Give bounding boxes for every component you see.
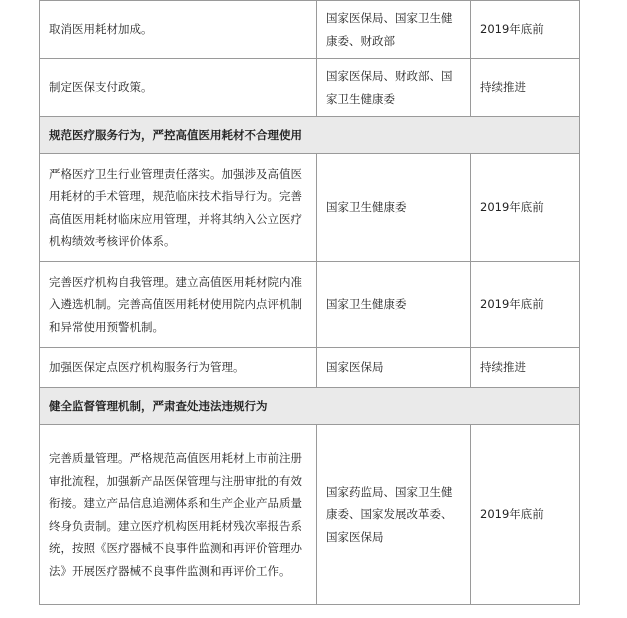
task-cell: 严格医疗卫生行业管理责任落实。加强涉及高值医用耗材的手术管理，规范临床技术指导行为。完善高值医用耗材临床应用管理，并将其纳入公立医疗机构绩效考核评价体系。 — [40, 154, 317, 262]
dept-cell: 国家药监局、国家卫生健康委、国家发展改革委、国家医保局 — [317, 425, 471, 605]
time-cell: 2019年底前 — [471, 154, 580, 262]
dept-cell: 国家医保局、财政部、国家卫生健康委 — [317, 59, 471, 117]
section-heading: 规范医疗服务行为，严控高值医用耗材不合理使用 — [40, 117, 580, 154]
table-row — [40, 262, 580, 348]
dept-cell: 国家卫生健康委 — [317, 262, 471, 348]
section-heading-row — [40, 388, 580, 425]
table-row — [40, 59, 580, 117]
dept-cell: 国家医保局、国家卫生健康委、财政部 — [317, 1, 471, 59]
section-heading-row — [40, 117, 580, 154]
policy-table — [39, 0, 580, 605]
time-cell: 2019年底前 — [471, 425, 580, 605]
time-cell: 持续推进 — [471, 348, 580, 388]
task-cell: 完善医疗机构自我管理。建立高值医用耗材院内准入遴选机制。完善高值医用耗材使用院内点评机制和异常使用预警机制。 — [40, 262, 317, 348]
table-row — [40, 348, 580, 388]
task-cell: 制定医保支付政策。 — [40, 59, 317, 117]
table-row — [40, 1, 580, 59]
section-heading: 健全监督管理机制，严肃查处违法违规行为 — [40, 388, 580, 425]
table-row — [40, 154, 580, 262]
table-row — [40, 425, 580, 605]
task-cell: 加强医保定点医疗机构服务行为管理。 — [40, 348, 317, 388]
dept-cell: 国家卫生健康委 — [317, 154, 471, 262]
time-cell: 持续推进 — [471, 59, 580, 117]
time-cell: 2019年底前 — [471, 1, 580, 59]
time-cell: 2019年底前 — [471, 262, 580, 348]
task-cell: 取消医用耗材加成。 — [40, 1, 317, 59]
task-cell: 完善质量管理。严格规范高值医用耗材上市前注册审批流程，加强新产品医保管理与注册审批的有效衔接。建立产品信息追溯体系和生产企业产品质量终身负责制。建立医疗机构医用耗材残次率报告系统，按照《医疗器械不良事件监测和再评价管理办法》开展医疗器械不良事件监测和再评价工作。 — [40, 425, 317, 605]
dept-cell: 国家医保局 — [317, 348, 471, 388]
